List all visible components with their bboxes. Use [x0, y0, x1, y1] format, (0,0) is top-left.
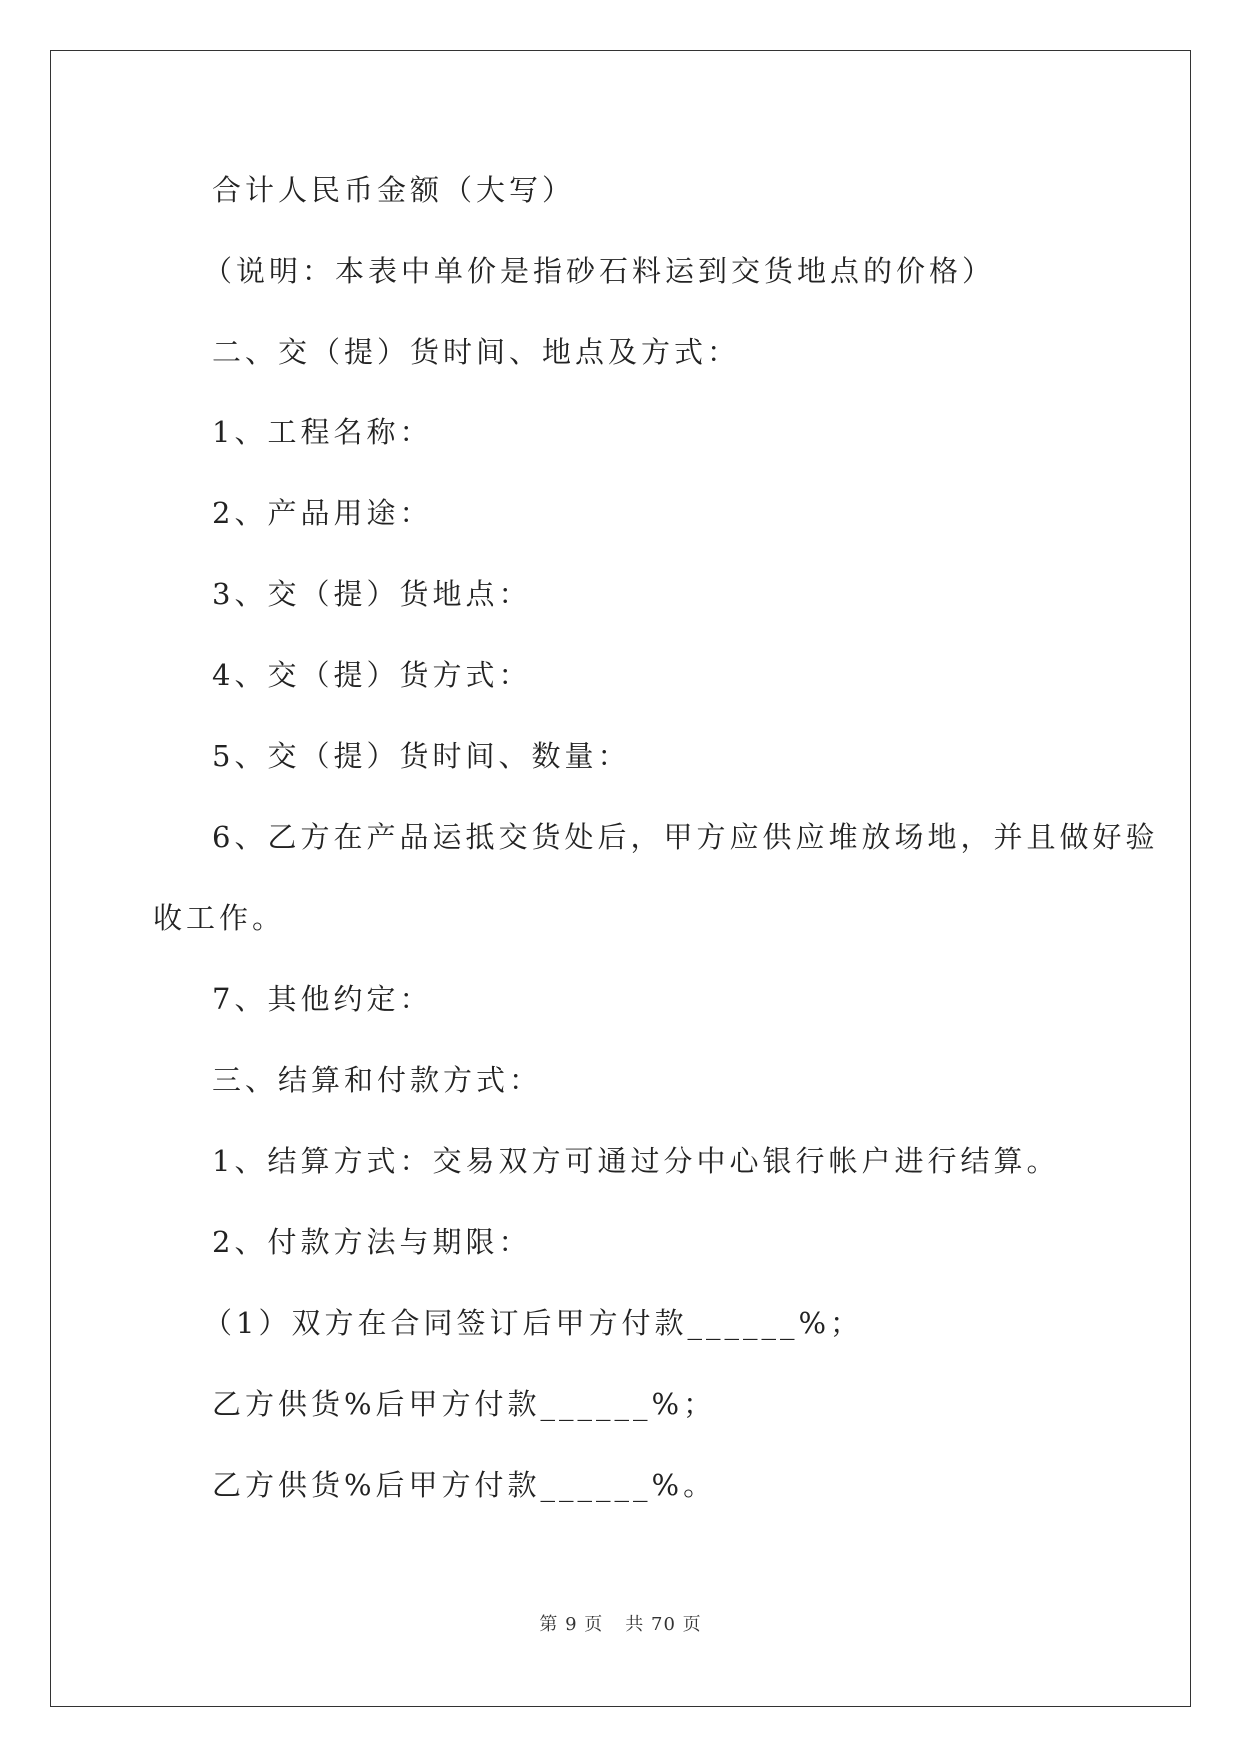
clause-settlement-method: 1、结算方式：交易双方可通过分中心银行帐户进行结算。: [212, 1144, 1060, 1178]
section-two-heading: 二、交（提）货时间、地点及方式：: [212, 335, 741, 369]
clause-payment-3: 乙方供货%后甲方付款______%。: [212, 1468, 717, 1502]
clause-delivery-method: 4、交（提）货方式：: [212, 658, 532, 692]
page-border: [50, 50, 1191, 1707]
clause-payment-2: 乙方供货%后甲方付款______%；: [212, 1387, 717, 1421]
clause-storage-acceptance: 6、乙方在产品运抵交货处后，甲方应供应堆放场地，并且做好验: [212, 820, 1159, 854]
page-total: 共 70 页: [625, 1614, 702, 1635]
clause-product-use: 2、产品用途：: [212, 496, 433, 530]
clause-project-name: 1、工程名称：: [212, 415, 433, 449]
clause-payment-1: （1）双方在合同签订后甲方付款______%；: [203, 1306, 864, 1340]
total-amount-line: 合计人民币金额（大写）: [212, 173, 576, 207]
section-three-heading: 三、结算和付款方式：: [212, 1063, 543, 1097]
clause-delivery-place: 3、交（提）货地点：: [212, 577, 532, 611]
clause-storage-acceptance-cont: 收工作。: [153, 901, 286, 935]
price-note-line: （说明：本表中单价是指砂石料运到交货地点的价格）: [203, 254, 996, 288]
clause-payment-terms: 2、付款方法与期限：: [212, 1225, 532, 1259]
clause-other: 7、其他约定：: [212, 982, 433, 1016]
page-number: 第 9 页: [539, 1614, 604, 1635]
clause-delivery-time: 5、交（提）货时间、数量：: [212, 739, 631, 773]
page-footer: [0, 1610, 1241, 1636]
